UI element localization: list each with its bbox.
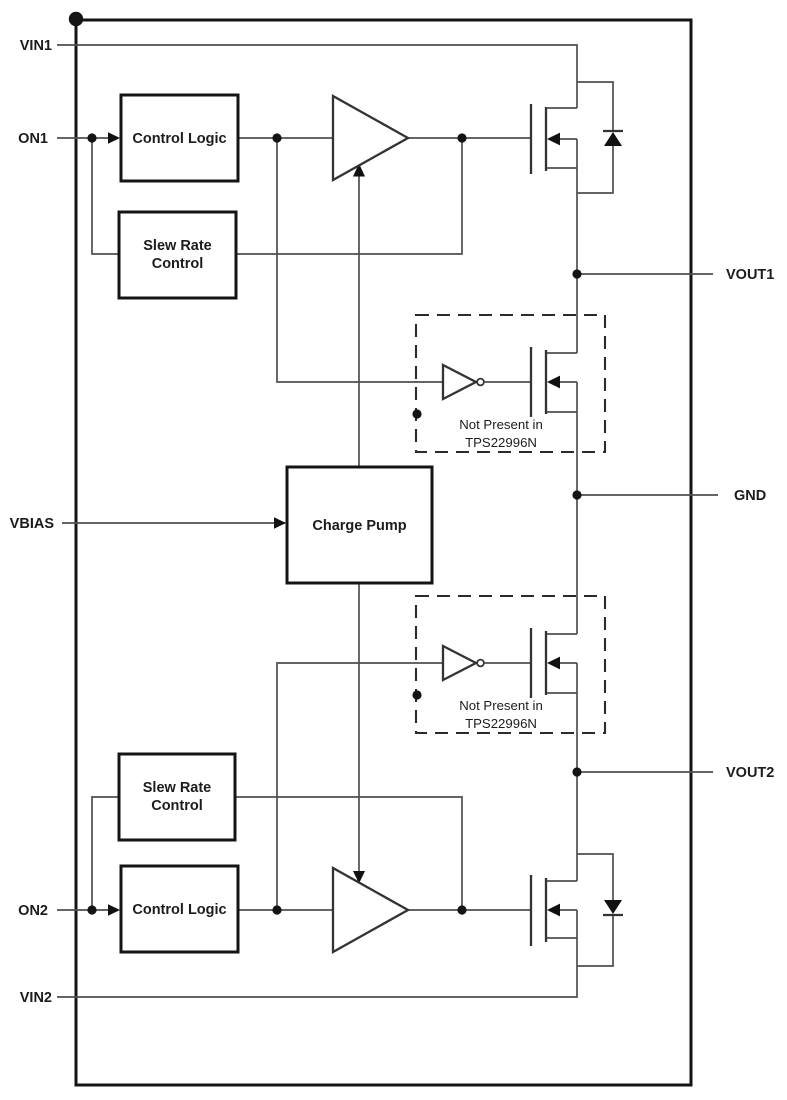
junction-dot [272,133,281,142]
block-slew-rate-1 [119,212,236,298]
slew-rate-2-box [119,754,235,840]
block-slew-rate-2 [119,754,235,840]
qod-1-border-dot [412,409,421,418]
corner-node-dot [69,12,83,26]
inverter-1-bubble-icon [477,379,484,386]
junction-dot [87,905,96,914]
block-control-logic-2 [121,866,238,952]
qod-1-note-line1: Not Present in [459,417,543,432]
pin-label-vin2: VIN2 [19,990,52,1006]
slew-rate-1-label-line2: Control [151,256,204,272]
slew-rate-2-label-line1: Slew Rate [142,780,212,796]
pin-label-on2: ON2 [18,903,48,919]
junction-dot [457,905,466,914]
junction-dot [457,133,466,142]
pin-label-gnd: GND [734,488,767,504]
qod-2-border-dot [412,690,421,699]
junction-dot-vout2 [572,767,581,776]
block-control-logic-1 [121,95,238,181]
pin-label-vout2: VOUT2 [726,765,775,781]
pin-label-vout1: VOUT1 [726,267,775,283]
charge-pump-label: Charge Pump [312,518,407,534]
control-logic-1-label: Control Logic [132,131,227,147]
pin-label-vin1: VIN1 [19,38,52,54]
qod-1-note-line2: TPS22996N [465,435,537,450]
qod-2-note-line1: Not Present in [459,698,543,713]
inverter-2-bubble-icon [477,660,484,667]
pin-label-vbias: VBIAS [9,516,54,532]
slew-rate-1-box [119,212,236,298]
slew-rate-1-label-line1: Slew Rate [143,238,212,254]
qod-2-note-line2: TPS22996N [465,716,537,731]
junction-dot [87,133,96,142]
junction-dot-vout1 [572,269,581,278]
pin-label-on1: ON1 [18,131,48,147]
slew-rate-2-label-line2: Control [151,798,203,814]
block-charge-pump [287,467,432,583]
control-logic-2-label: Control Logic [132,902,227,918]
junction-dot-gnd [572,490,581,499]
junction-dot [272,905,281,914]
